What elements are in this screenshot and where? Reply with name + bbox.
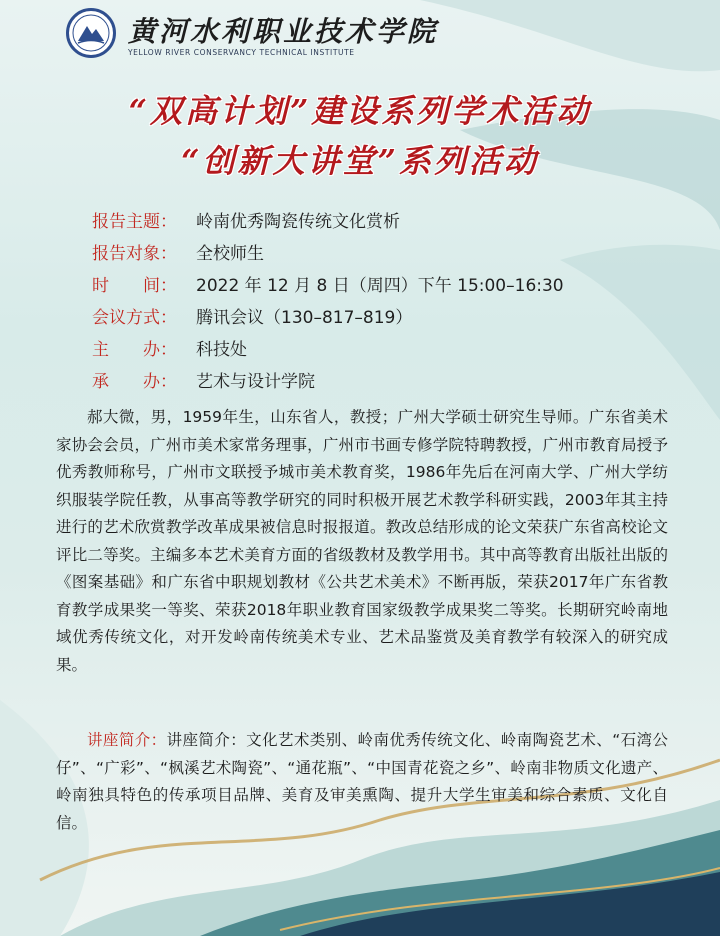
info-row-host xyxy=(92,334,564,366)
info-row-method xyxy=(92,302,564,334)
school-name-english: YELLOW RIVER CONSERVANCY TECHNICAL INSTITUTE xyxy=(128,48,355,57)
school-logo xyxy=(66,8,116,58)
host-value: 科技处 xyxy=(196,340,247,360)
info-row-organizer xyxy=(92,366,564,398)
school-name: 黄河水利职业技术学院 xyxy=(128,15,439,48)
time-label: 时 间： xyxy=(92,276,177,296)
speaker-bio: 郝大微，男，1959年生，山东省人，教授；广州大学硕士研究生导师。广东省美术家协会会员，广州市美术家常务理事，广州市书画专修学院特聘教授，广州市教育局授予优秀教师称号，广州市文联授予城市美术教育奖，1986年先后在河南大学、广州大学纺织服装学院任教，从事高等教学研究的同时积极开展艺术教学科研实践，2003年其主持进行的艺术欣赏教学改革成果被信息时报报道。教改总结形成的论文荣获广东省高校论文评比二等奖。主编多本艺术美育方面的省级教材及教学用书。其中高等教育出版社出版的《图案基础》和广东省中职规划教材《公共艺术美术》不断再版，荣获2017年广东省教育教学成果奖一等奖、荣获2018年职业教育国家级教学成果奖二等奖。长期研究岭南地域优秀传统文化，对开发岭南传统美术专业、艺术品鉴赏及美育教学有较深入的研究成果。 xyxy=(56,408,668,674)
organizer-label: 承 办： xyxy=(92,372,177,392)
organizer-value: 艺术与设计学院 xyxy=(196,372,315,392)
mountain-icon xyxy=(69,11,113,55)
method-value: 腾讯会议（130–817–819） xyxy=(196,308,413,328)
method-label: 会议方式： xyxy=(92,308,177,328)
info-row-topic xyxy=(92,206,564,238)
header xyxy=(66,8,526,60)
lecture-intro-text: 讲座简介：文化艺术类别、岭南优秀传统文化、岭南陶瓷艺术、“石湾公仔”、“广彩”、“枫溪艺术陶瓷”、“通花瓶”、“中国青花瓷之乡”、岭南非物质文化遗产、岭南独具特色的传承项目品牌、美育及审美熏陶、提升大学生审美和综合素质、文化自信。 xyxy=(56,731,668,832)
info-row-audience xyxy=(92,238,564,270)
info-row-time xyxy=(92,270,564,302)
right-teal-band xyxy=(560,245,720,420)
topic-value: 岭南优秀陶瓷传统文化赏析 xyxy=(196,212,400,232)
audience-value: 全校师生 xyxy=(196,244,264,264)
topic-label: 报告主题： xyxy=(92,212,177,232)
event-title-line-1: “双高计划”建设系列学术活动 xyxy=(128,92,592,130)
lecture-intro-label: 讲座简介： xyxy=(87,731,167,749)
host-label: 主 办： xyxy=(92,340,177,360)
lecture-intro xyxy=(56,727,668,837)
time-value: 2022 年 12 月 8 日（周四）下午 15:00–16:30 xyxy=(196,276,564,296)
event-info-list xyxy=(92,206,564,398)
event-title-line-2: “创新大讲堂”系列活动 xyxy=(181,142,539,180)
audience-label: 报告对象： xyxy=(92,244,177,264)
